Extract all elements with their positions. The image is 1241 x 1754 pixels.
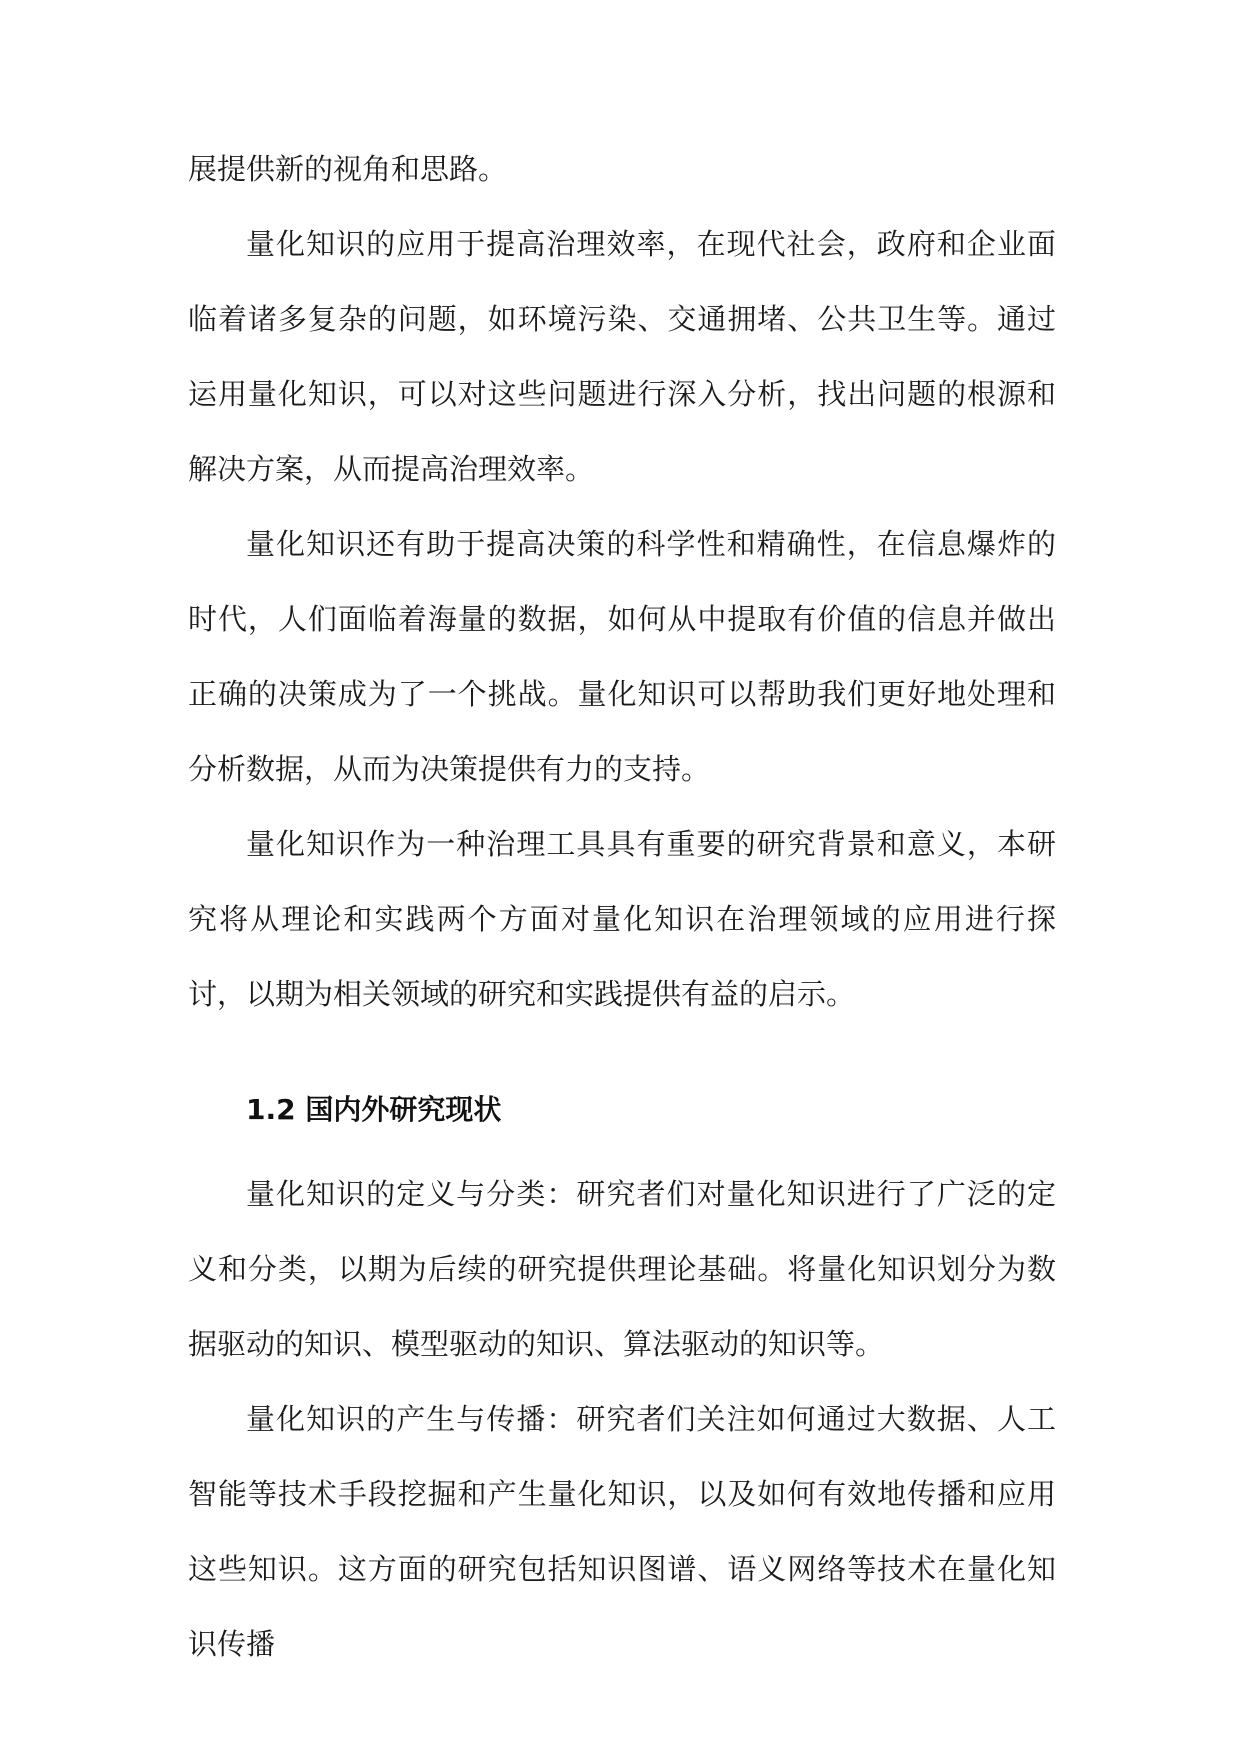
paragraph-decision-science: 量化知识还有助于提高决策的科学性和精确性，在信息爆炸的时代，人们面临着海量的数据，如何从中提取有价值的信息并做出正确的决策成为了一个挑战。量化知识可以帮助我们更好地处理和分析数据，从而为决策提供有力的支持。 [188, 527, 1056, 786]
body-text-lower [188, 1157, 1056, 1682]
paragraph-governance-efficiency: 量化知识的应用于提高治理效率，在现代社会，政府和企业面临着诸多复杂的问题，如环境污染、交通拥堵、公共卫生等。通过运用量化知识，可以对这些问题进行深入分析，找出问题的根源和解决方案，从而提高治理效率。 [188, 227, 1056, 486]
paragraph-generation-dissemination: 量化知识的产生与传播：研究者们关注如何通过大数据、人工智能等技术手段挖掘和产生量化知识，以及如何有效地传播和应用这些知识。这方面的研究包括知识图谱、语义网络等技术在量化知识传播 [188, 1402, 1056, 1661]
section-heading: 1.2 国内外研究现状 [246, 1093, 502, 1126]
paragraph-research-significance: 量化知识作为一种治理工具具有重要的研究背景和意义，本研究将从理论和实践两个方面对量化知识在治理领域的应用进行探讨，以期为相关领域的研究和实践提供有益的启示。 [188, 827, 1056, 1011]
body-text-upper [188, 132, 1056, 1032]
paragraph-continuation: 展提供新的视角和思路。 [188, 152, 508, 186]
paragraph-definition-classification: 量化知识的定义与分类：研究者们对量化知识进行了广泛的定义和分类，以期为后续的研究提供理论基础。将量化知识划分为数据驱动的知识、模型驱动的知识、算法驱动的知识等。 [188, 1177, 1056, 1361]
